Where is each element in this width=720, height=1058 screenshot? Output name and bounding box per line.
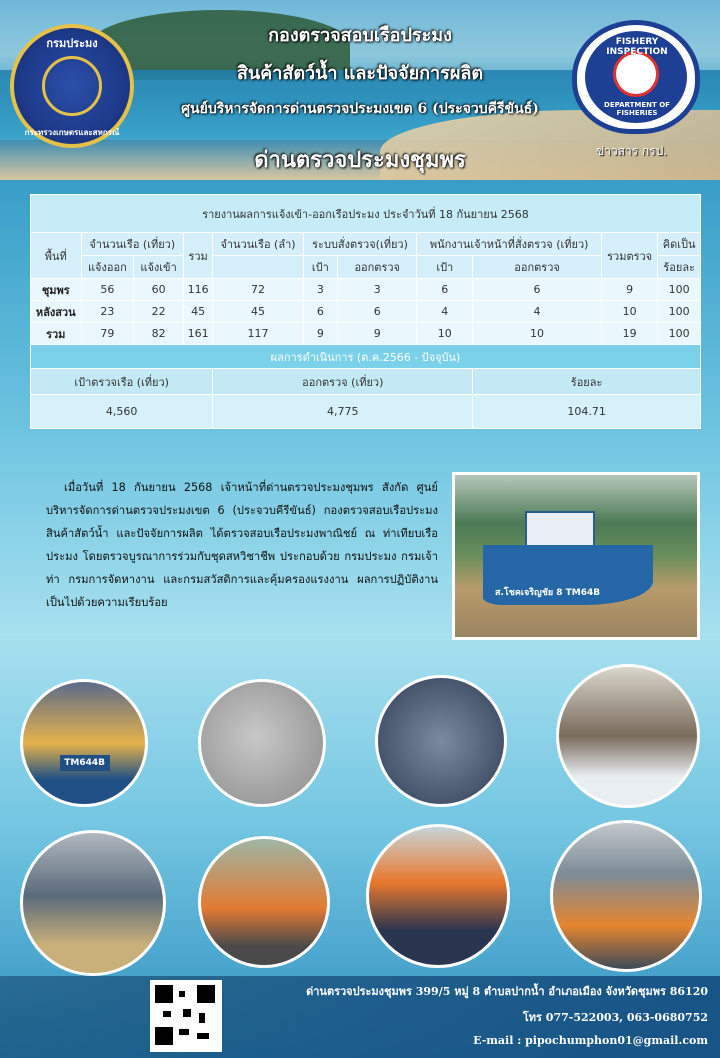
summary-header-percent: ร้อยละ <box>473 369 701 395</box>
report-caption: รายงานผลการแจ้งเข้า-ออกเรือประมง ประจำวันที่ 18 กันยายน 2568 <box>31 195 701 233</box>
footer-address: ด่านตรวจประมงชุมพร 399/5 หมู่ 8 ตำบลปากน้ำ อำเภอเมือง จังหวัดชุมพร 86120 <box>306 985 708 998</box>
row-percent: 100 <box>658 279 701 301</box>
qr-code-icon[interactable] <box>150 980 222 1052</box>
department-of-fisheries-seal-icon <box>10 24 134 148</box>
seal-top-text: กรมประมง <box>46 37 98 50</box>
row-total: 45 <box>183 301 212 323</box>
boat-registration: TM64B <box>565 588 601 598</box>
header-in: แจ้งเข้า <box>134 256 184 279</box>
row-off-inspect: 4 <box>473 301 602 323</box>
header-off-inspected: ออกตรวจ <box>473 256 602 279</box>
news-body-text: เมื่อวันที่ 18 กันยายน 2568 เจ้าหน้าที่ด่านตรวจประมงชุมพร สังกัด ศูนย์บริหารจัดการด่านตรวจประมงเขต 6 (ประจวบคีรีขันธ์) กองตรวจสอบเรือประมง สินค้าสัตว์น้ำ และปัจจัยการผลิต ได้ตรวจสอบเรือประมงพาณิชย์ ณ ท่าเทียบเรือประมง โดยตรวจบูรณาการร่วมกับชุดสหวิชาชีพ ประกอบด้วย กรมประมง กรมเจ้าท่า กรมการจัดหางาน และกรมสวัสดิการและคุ้มครองแรงงาน ผลการปฏิบัติงานเป็นไปด้วยความเรียบร้อย <box>46 481 438 609</box>
summary-header-inspected: ออกตรวจ (เที่ยว) <box>213 369 473 395</box>
row-boats: 72 <box>213 279 303 301</box>
summary-value-percent: 104.71 <box>473 395 701 429</box>
fishery-inspection-badge-icon <box>572 20 700 134</box>
row-total-inspect: 19 <box>601 323 657 345</box>
header-off-target: เป้า <box>417 256 473 279</box>
footer-email[interactable]: E-mail : pipochumphon01@gmail.com <box>473 1034 708 1047</box>
header-total: รวม <box>183 233 212 279</box>
row-total: 161 <box>183 323 212 345</box>
header-officer: พนักงานเจ้าหน้าที่สั่งตรวจ (เที่ยว) <box>417 233 602 256</box>
row-area: รวม <box>31 323 82 345</box>
header-sys-inspected: ออกตรวจ <box>338 256 417 279</box>
row-out: 23 <box>81 301 134 323</box>
summary-value-target: 4,560 <box>31 395 213 429</box>
footer-phone: โทร 077-522003, 063-0680752 <box>522 1011 708 1024</box>
row-total-inspect: 10 <box>601 301 657 323</box>
row-off-target: 4 <box>417 301 473 323</box>
boat-inspection-photo <box>452 472 700 640</box>
header-boats-blank <box>213 256 303 279</box>
row-sys-target: 6 <box>303 301 337 323</box>
header-boats: จำนวนเรือ (ลำ) <box>213 233 303 256</box>
header-system: ระบบสั่งตรวจ(เที่ยว) <box>303 233 417 256</box>
badge-bottom-text: DEPARTMENT OF FISHERIES <box>604 101 670 117</box>
header-total-inspect: รวมตรวจ <box>601 233 657 279</box>
row-in: 22 <box>134 301 184 323</box>
summary-value-inspected: 4,775 <box>213 395 473 429</box>
photo-officers-inspecting <box>556 664 700 808</box>
row-boats: 117 <box>213 323 303 345</box>
photo-fish-catch <box>375 675 507 807</box>
row-sys-inspect: 3 <box>338 279 417 301</box>
table-row <box>31 323 701 345</box>
news-label: ข่าวสาร กรป. <box>596 144 668 158</box>
row-sys-inspect: 6 <box>338 301 417 323</box>
summary-title: ผลการดำเนินการ (ต.ค.2566 - ปัจจุบัน) <box>31 345 701 369</box>
row-out: 79 <box>81 323 134 345</box>
badge-core <box>613 51 659 97</box>
row-percent: 100 <box>658 323 701 345</box>
boat-name-label <box>495 585 655 599</box>
header-title-line2: สินค้าสัตว์น้ำ และปัจจัยการผลิต <box>236 63 484 84</box>
row-boats: 45 <box>213 301 303 323</box>
row-percent: 100 <box>658 301 701 323</box>
summary-header-target: เป้าตรวจเรือ (เที่ยว) <box>31 369 213 395</box>
photo-document-check <box>20 830 166 976</box>
table-row <box>31 301 701 323</box>
row-out: 56 <box>81 279 134 301</box>
header-sys-target: เป้า <box>303 256 337 279</box>
row-in: 82 <box>134 323 184 345</box>
row-off-inspect: 10 <box>473 323 602 345</box>
header-out: แจ้งออก <box>81 256 134 279</box>
row-area: หลังสวน <box>31 301 82 323</box>
photo-lifejacket-inspection <box>366 824 510 968</box>
row-total: 116 <box>183 279 212 301</box>
row-sys-target: 3 <box>303 279 337 301</box>
row-in: 60 <box>134 279 184 301</box>
row-area: ชุมพร <box>31 279 82 301</box>
seal-bottom-text: กระทรวงเกษตรและสหกรณ์ <box>24 128 120 137</box>
row-off-target: 6 <box>417 279 473 301</box>
row-sys-inspect: 9 <box>338 323 417 345</box>
header-title-line1: กองตรวจสอบเรือประมง <box>268 25 452 46</box>
photo-crew-briefing <box>198 836 330 968</box>
row-total-inspect: 9 <box>601 279 657 301</box>
badge-top-text: FISHERY INSPECTION <box>606 37 668 57</box>
header-title-line3: ศูนย์บริหารจัดการด่านตรวจประมงเขต 6 (ประจวบคีรีขันธ์) <box>181 101 539 117</box>
seal-emblem <box>42 56 102 116</box>
photo-group-crew <box>550 820 702 972</box>
header-percent: ร้อยละ <box>658 256 701 279</box>
header-percent-of: คิดเป็น <box>658 233 701 256</box>
boat-name: ส.โชคเจริญชัย 8 <box>495 588 563 598</box>
row-sys-target: 9 <box>303 323 337 345</box>
table-row <box>31 279 701 301</box>
report-table <box>30 194 701 429</box>
header-title-line4: ด่านตรวจประมงชุมพร <box>254 147 466 173</box>
photo-boat-crew <box>20 679 148 807</box>
header-trips: จำนวนเรือ (เที่ยว) <box>81 233 183 256</box>
row-off-inspect: 6 <box>473 279 602 301</box>
boat-registration-tag: TM644B <box>60 755 110 771</box>
row-off-target: 10 <box>417 323 473 345</box>
photo-catch-closeup <box>198 679 326 807</box>
header-area: พื้นที่ <box>31 233 82 279</box>
